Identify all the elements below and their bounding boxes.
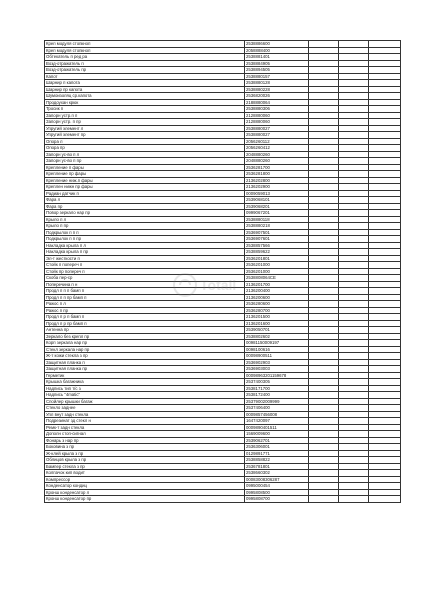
part-number-cell: 1569009600 <box>245 431 309 438</box>
part-number-cell: 0009857456008 <box>245 411 309 418</box>
part-number-cell: 2539050701 <box>245 327 309 334</box>
part-name-cell: Продл п р пр бамп п <box>45 320 245 327</box>
part-number-cell: 2536201801 <box>245 255 309 262</box>
part-name-cell: Герметик <box>45 372 245 379</box>
parts-table-sheet <box>44 40 400 566</box>
part-name-cell: Стекло заднее <box>45 405 245 412</box>
part-number-cell: 2537400305 <box>245 379 309 386</box>
part-number-cell: 0995000454 <box>245 483 309 490</box>
part-name-cell: Возд-отражатель пр <box>45 67 245 74</box>
part-name-cell: Запорн устр.п п <box>45 112 245 119</box>
part-name-cell: Запорн ус-во п пр <box>45 158 245 165</box>
part-number-cell: 25379002009999 <box>245 398 309 405</box>
part-number-cell: 2136200400 <box>245 288 309 295</box>
part-name-cell: Антенна пр <box>45 327 245 334</box>
part-number-cell: 2048880260 <box>245 151 309 158</box>
part-number-cell: 2536820026 <box>245 93 309 100</box>
part-name-cell: Накладка крыла п л <box>45 242 245 249</box>
part-name-cell: Подрезинат зд стекл н <box>45 418 245 425</box>
part-number-cell: 2538880027 <box>245 132 309 139</box>
part-number-cell: 2536280600 <box>245 301 309 308</box>
part-number-cell: 2538886600 <box>245 41 309 48</box>
part-name-cell: Ж-клей крыла з пр <box>45 450 245 457</box>
part-name-cell: Облицов крыла з пр <box>45 457 245 464</box>
part-name-cell: Боковина з пр <box>45 444 245 451</box>
part-name-cell: Надпись тип т/с з <box>45 385 245 392</box>
part-name-cell: Запорн устр. п пр <box>45 119 245 126</box>
part-name-cell: Опора л <box>45 138 245 145</box>
part-number-cell: 2538880228 <box>245 86 309 93</box>
part-number-cell: 0999067201 <box>245 210 309 217</box>
part-name-cell: Креплен нижн пр фары <box>45 184 245 191</box>
part-name-cell: Компрессор <box>45 476 245 483</box>
part-name-cell: Скоба пер-ср <box>45 275 245 282</box>
part-name-cell: Крепление пр фары <box>45 171 245 178</box>
part-name-cell: Фонарь з нар пр <box>45 437 245 444</box>
part-number-cell: 2538880118 <box>245 216 309 223</box>
part-name-cell: Ж-т кожи стекла з пр <box>45 353 245 360</box>
part-name-cell: Упругий элемент пр <box>45 132 245 139</box>
part-name-cell: Крышка багажника <box>45 379 245 386</box>
empty-cell <box>309 496 339 503</box>
parts-table-body <box>45 41 401 503</box>
part-number-cell: 0995808500 <box>245 489 309 496</box>
part-number-cell: 2538808064CE <box>245 275 309 282</box>
part-number-cell: 2538880157 <box>245 73 309 80</box>
part-number-cell: 00083008306287 <box>245 476 309 483</box>
part-name-cell: Надпись "4matic" <box>45 392 245 399</box>
part-number-cell: 2536281700 <box>245 164 309 171</box>
part-number-cell: 0995808700 <box>245 496 309 503</box>
part-name-cell: Подкрылок п п пр <box>45 236 245 243</box>
part-number-cell: 2536201000 <box>245 262 309 269</box>
part-number-cell: 2538880306 <box>245 106 309 113</box>
part-name-cell: Конденсатор кондиц <box>45 483 245 490</box>
part-name-cell: Шарнир пр капота <box>45 86 245 93</box>
part-name-cell: Крыло п пр <box>45 223 245 230</box>
part-name-cell: Крыло п л <box>45 216 245 223</box>
part-name-cell: Эл-т жесткости п <box>45 255 245 262</box>
empty-cell <box>339 496 369 503</box>
parts-table <box>44 40 401 503</box>
part-name-cell: Бампер стекла з пр <box>45 463 245 470</box>
part-name-cell: Продл п п п бамп п <box>45 288 245 295</box>
part-number-cell: 2536280700 <box>245 307 309 314</box>
part-name-cell: Возд-отражатель п <box>45 60 245 67</box>
part-name-cell: Фара л <box>45 197 245 204</box>
part-number-cell: 2536781801 <box>245 463 309 470</box>
part-name-cell: Защитная планка пр <box>45 366 245 373</box>
part-number-cell: 2056260412 <box>245 145 309 152</box>
part-name-cell: Шарнир п капота <box>45 80 245 87</box>
part-number-cell: 2136201700 <box>245 281 309 288</box>
part-name-cell: Капот <box>45 73 245 80</box>
part-number-cell: 2536902903 <box>245 359 309 366</box>
part-number-cell: 2538884905 <box>245 60 309 67</box>
svg-text:Totall: Totall <box>200 277 237 293</box>
part-name-cell: Стойк п попереч п <box>45 262 245 269</box>
part-name-cell: Спойлер крышки багаж <box>45 398 245 405</box>
part-number-cell: 2538172400 <box>245 392 309 399</box>
part-number-cell: 2538881401 <box>245 54 309 61</box>
part-number-cell: 2536306001 <box>245 444 309 451</box>
part-name-cell: Опора пр <box>45 145 245 152</box>
part-number-cell: 1647420097 <box>245 418 309 425</box>
part-number-cell: 2536201000 <box>245 268 309 275</box>
part-name-cell: Кронш конденсатор л <box>45 489 245 496</box>
part-number-cell: 0009890401511 <box>245 424 309 431</box>
part-number-cell: 2048880260 <box>245 158 309 165</box>
part-name-cell: Ражос п пр <box>45 307 245 314</box>
part-name-cell: Тросик п <box>45 106 245 113</box>
part-number-cell: 0129891771 <box>245 450 309 457</box>
part-number-cell: 2538894505 <box>245 67 309 74</box>
part-name-cell: Продл п р п бамп п <box>45 314 245 321</box>
part-name-cell: Корп зеркала нар пр <box>45 340 245 347</box>
part-number-cell: 2136200600 <box>245 294 309 301</box>
part-number-cell: 2538880218 <box>245 223 309 230</box>
part-name-cell: Креп модуля стопкноп <box>45 47 245 54</box>
part-name-cell: Запорн ус-во п л <box>45 151 245 158</box>
part-number-cell: 2538880027 <box>245 125 309 132</box>
part-number-cell: 2538859622 <box>245 249 309 256</box>
part-name-cell: Креп модуля стопкноп <box>45 41 245 48</box>
part-name-cell: Накладка крыла п пр <box>45 249 245 256</box>
part-name-cell: Упругий элемент л <box>45 125 245 132</box>
part-name-cell: Стекл зеркала нар пр <box>45 346 245 353</box>
part-number-cell: 2536907601 <box>245 236 309 243</box>
part-number-cell: 2058888400 <box>245 47 309 54</box>
part-number-cell: 2538171700 <box>245 385 309 392</box>
part-name-cell: Фара пр <box>45 203 245 210</box>
part-number-cell: 0009059013 <box>245 190 309 197</box>
part-number-cell: 2539068101 <box>245 197 309 204</box>
part-number-cell: 2188880064 <box>245 99 309 106</box>
part-name-cell: Стойк пр попереч п <box>45 268 245 275</box>
part-name-cell: Повор зеркало нар пр <box>45 210 245 217</box>
part-number-cell: 2537406400 <box>245 405 309 412</box>
part-number-cell: 2539062701 <box>245 437 309 444</box>
part-number-cell: 2536281800 <box>245 171 309 178</box>
table-row <box>45 496 401 503</box>
part-name-cell: Ражос п л <box>45 301 245 308</box>
part-number-cell: 2128880060 <box>245 119 309 126</box>
part-name-cell: Шумоизоляц ср.капота <box>45 93 245 100</box>
part-number-cell: 2538880128 <box>245 80 309 87</box>
part-name-cell: Крепление ниж.п фары <box>45 177 245 184</box>
part-number-cell: 2539068201 <box>245 203 309 210</box>
part-number-cell: 2056260112 <box>245 138 309 145</box>
part-number-cell: 2538857566 <box>245 242 309 249</box>
part-number-cell: 2538802602 <box>245 333 309 340</box>
part-name-cell: Упл внут задн стекла <box>45 411 245 418</box>
part-number-cell: 2538858822 <box>245 457 309 464</box>
part-number-cell: 2136201600 <box>245 320 309 327</box>
part-number-cell: 2136201500 <box>245 314 309 321</box>
part-name-cell: Ремк-т задн стекла <box>45 424 245 431</box>
part-name-cell: Защитная планка п <box>45 359 245 366</box>
part-number-cell: 2136202800 <box>245 177 309 184</box>
part-number-cell: 2136202900 <box>245 184 309 191</box>
part-number-cell: 2128880060 <box>245 112 309 119</box>
empty-cell <box>369 496 401 503</box>
part-name-cell: Колпачок кип водит <box>45 470 245 477</box>
part-number-cell: 0098100616 <box>245 346 309 353</box>
part-name-cell: Дополн стоп-сигнал <box>45 431 245 438</box>
part-number-cell: 00981150009197 <box>245 340 309 347</box>
part-name-cell: Поперечина п н <box>45 281 245 288</box>
part-name-cell: Продл п п пр бамп п <box>45 294 245 301</box>
part-name-cell: Кронш конденсатор пр <box>45 496 245 503</box>
part-name-cell: Крепление п фары <box>45 164 245 171</box>
part-number-cell: 2536907501 <box>245 229 309 236</box>
part-number-cell: 2536903003 <box>245 366 309 373</box>
part-number-cell: 00098900511 <box>245 353 309 360</box>
part-number-cell: 00098963201159678 <box>245 372 309 379</box>
part-name-cell: Зеркало без крепл пр <box>45 333 245 340</box>
part-name-cell: Продоухан крюк <box>45 99 245 106</box>
part-number-cell: 2538660302 <box>245 470 309 477</box>
part-name-cell: Радиан датчик п <box>45 190 245 197</box>
part-name-cell: Обтекатель п ред ра <box>45 54 245 61</box>
part-name-cell: Подкрылок п п п <box>45 229 245 236</box>
